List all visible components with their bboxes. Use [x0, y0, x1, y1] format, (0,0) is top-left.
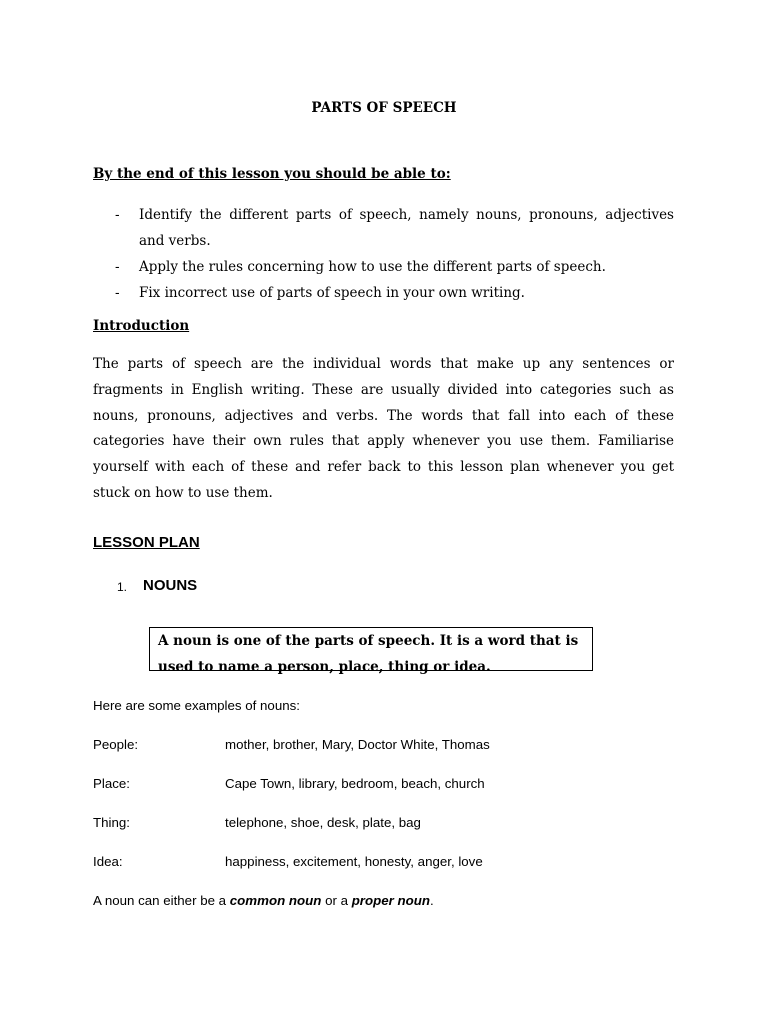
- bullet-dash: -: [115, 285, 120, 301]
- bullet-dash: -: [115, 207, 120, 223]
- section-title: NOUNS: [143, 577, 198, 594]
- objectives-heading: By the end of this lesson you should be able to:: [93, 166, 451, 182]
- example-values: mother, brother, Mary, Doctor White, Thomas: [225, 737, 490, 752]
- example-values: telephone, shoe, desk, plate, bag: [225, 815, 421, 830]
- examples-intro: Here are some examples of nouns:: [93, 698, 300, 713]
- page-title: PARTS OF SPEECH: [311, 100, 457, 116]
- bullet-dash: -: [115, 259, 120, 275]
- list-item: [93, 280, 674, 306]
- noun-types-prefix: A noun can either be a: [93, 893, 230, 908]
- introduction-heading: Introduction: [93, 318, 190, 334]
- proper-noun-term: proper noun: [351, 893, 430, 908]
- section-number: 1.: [117, 580, 128, 594]
- list-item: [93, 254, 674, 280]
- list-item: [93, 202, 674, 254]
- example-label: Idea:: [93, 854, 123, 869]
- objective-text: Fix incorrect use of parts of speech in your own writing.: [139, 285, 525, 301]
- example-values: Cape Town, library, bedroom, beach, church: [225, 776, 485, 791]
- example-row-idea: [93, 854, 693, 872]
- objectives-list: [93, 202, 674, 306]
- example-label: Thing:: [93, 815, 130, 830]
- noun-types-middle: or a: [321, 893, 352, 908]
- noun-types-suffix: .: [429, 893, 434, 908]
- example-row-place: [93, 776, 693, 794]
- common-noun-term: common noun: [229, 893, 322, 908]
- example-values: happiness, excitement, honesty, anger, love: [225, 854, 483, 869]
- definition-box: A noun is one of the parts of speech. It is a word that is used to name a person, place, thing or idea.: [149, 627, 593, 671]
- objective-text: Identify the different parts of speech, namely nouns, pronouns, adjectives and verbs.: [139, 207, 674, 249]
- example-row-people: [93, 737, 693, 755]
- noun-types-sentence: [93, 893, 434, 908]
- example-row-thing: [93, 815, 693, 833]
- example-label: People:: [93, 737, 139, 752]
- lesson-plan-heading: LESSON PLAN: [93, 534, 200, 551]
- introduction-paragraph: The parts of speech are the individual words that make up any sentences or fragments in English writing. These are usually divided into categories such as nouns, pronouns, adjectives and verbs. The words that fall into each of these categories have their own rules that apply whenever you use them. Familiarise yourself with each of these and refer back to this lesson plan whenever you get stuck on how to use them.: [93, 356, 674, 501]
- example-label: Place:: [93, 776, 130, 791]
- objective-text: Apply the rules concerning how to use the different parts of speech.: [139, 259, 606, 275]
